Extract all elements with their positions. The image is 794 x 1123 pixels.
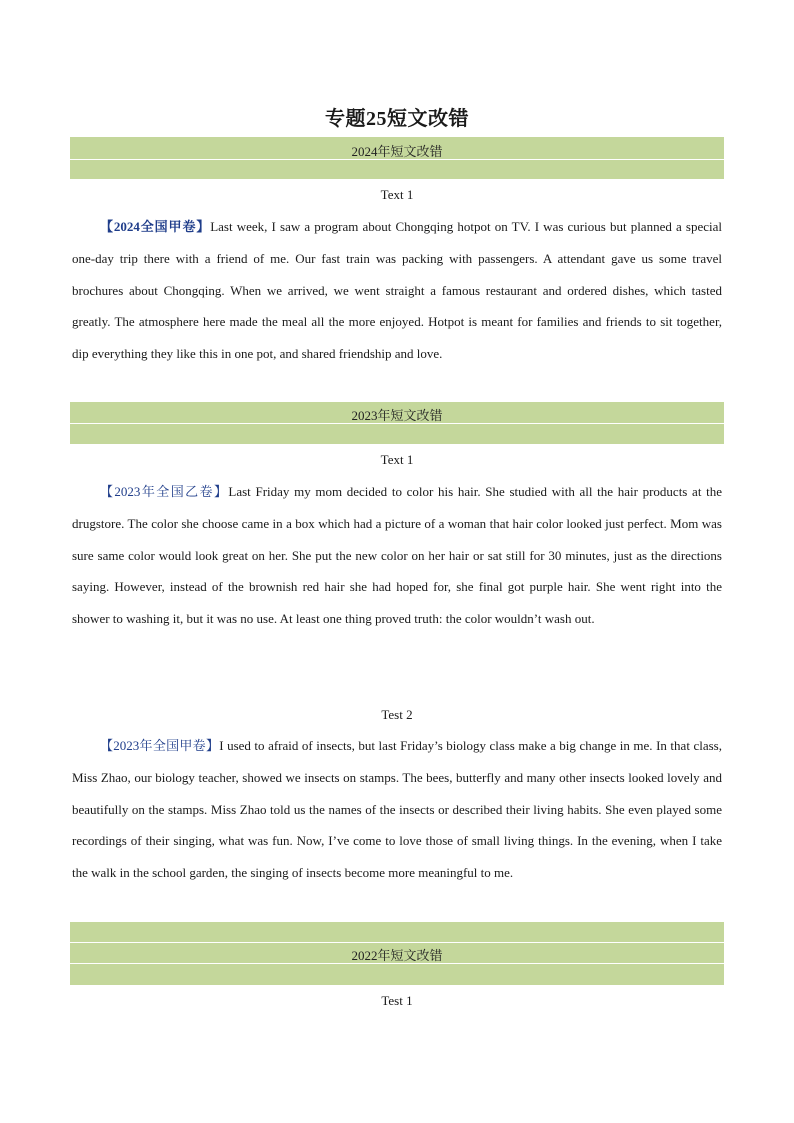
passage-2023-text1: [72, 476, 722, 635]
text-heading: Text 1: [380, 187, 414, 202]
section-band-2024: [70, 137, 724, 179]
exam-source-tag: 【2023年全国乙卷】: [100, 484, 229, 499]
passage-body: Last Friday my mom decided to color his hair. She studied with all the hair products at the drugstore. The color she choose came in a box which had a picture of a woman that hair color looked just perfect. Mom was sure same color would look great on her. She put the new color on her hair or sat still for 30 minutes, just as the directions saying. However, instead of the brownish red hair she had hoped for, she final got purple hair. She went right into the shower to washing it, but it was no use. At least one thing proved truth: the color wouldn’t wash out.: [72, 484, 722, 627]
section-band-label: 2023年短文改错: [351, 408, 443, 423]
passage-body: Last week, I saw a program about Chongqing hotpot on TV. I was curious but planned a special one-day trip there with a friend of me. Our fast train was packing with passengers. A attendant gave us some travel brochures about Chongqing. When we arrived, we went straight a famous restaurant and ordered dishes, which tasted greatly. The atmosphere here made the meal all the more enjoyed. Hotpot is meant for families and friends to sit together, dip everything they like this in one pot, and shared friendship and love.: [72, 219, 722, 362]
section-band-2023: [70, 402, 724, 444]
text-heading: Test 2: [381, 707, 413, 722]
text-heading: Test 1: [381, 993, 413, 1008]
exam-source-tag: 【2023年全国甲卷】: [100, 738, 220, 753]
section-band-label: 2022年短文改错: [351, 948, 443, 963]
page-title: 专题25短文改错: [325, 108, 469, 130]
passage-body: I used to afraid of insects, but last Friday’s biology class make a big change in me. In that class, Miss Zhao, our biology teacher, showed we insects on stamps. The bees, butterfly and many other insects looked lovely and beautifully on the stamps. Miss Zhao told us the names of the insects or described their living habits. She even played some recordings of their singing, what was fun. Now, I’ve come to love those of small living things. In the evening, when I take the walk in the school garden, the singing of insects become more meaningful to me.: [72, 738, 722, 881]
section-band-2022: [70, 922, 724, 985]
passage-2024-text1: [72, 211, 722, 370]
band-divider: [70, 942, 724, 943]
text-heading: Text 1: [380, 452, 414, 467]
section-band-label: 2024年短文改错: [351, 144, 443, 159]
exam-source-tag: 【2024全国甲卷】: [100, 219, 211, 234]
passage-2023-text2: [72, 730, 722, 889]
